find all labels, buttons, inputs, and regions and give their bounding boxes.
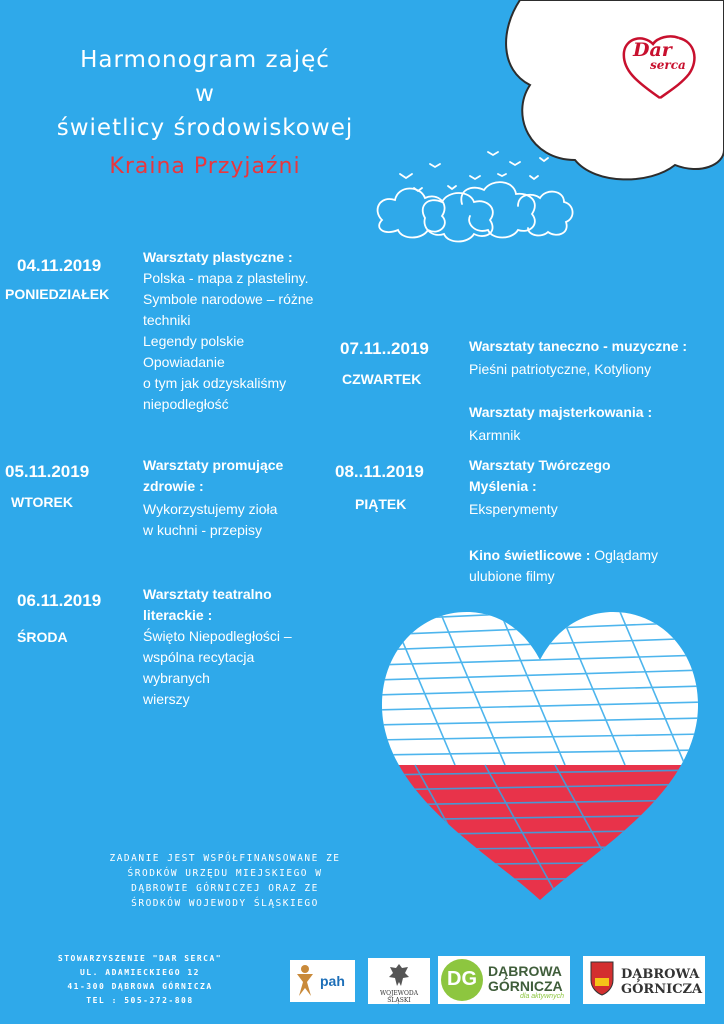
date-tuesday: 05.11.2019: [5, 462, 90, 481]
day-friday: PIĄTEK: [355, 496, 407, 512]
activity-line: Eksperymenty: [469, 501, 558, 517]
activity-line: wspólna recytacja: [143, 649, 255, 665]
page-title-line1: Harmonogram zajęć: [80, 47, 330, 73]
dar-serca-logo: [617, 30, 703, 102]
funding-line: ŚRODKÓW URZĘDU MIEJSKIEGO W: [127, 868, 323, 879]
day-thursday: CZWARTEK: [342, 371, 422, 387]
date-friday: 08..11.2019: [335, 462, 424, 481]
figure-icon: [294, 964, 316, 998]
activity-line: Legendy polskie: [143, 333, 245, 349]
pah-logo: [290, 960, 355, 1002]
activity-line: Wykorzystujemy zioła: [143, 501, 278, 517]
pah-logo-text: pah: [320, 973, 345, 989]
activity-heading-2: Kino świetlicowe :: [469, 547, 591, 563]
city-logo-line2: GÓRNICZA: [621, 982, 703, 997]
activity-line: w kuchni - przepisy: [143, 522, 263, 538]
city-logo-line1: DĄBROWA: [621, 967, 700, 982]
page-title-line2: w: [195, 81, 215, 107]
dabrowa-gornicza-city-logo: [583, 956, 705, 1004]
page-subtitle: Kraina Przyjaźni: [109, 154, 301, 179]
activity-line: Polska - mapa z plasteliny.: [143, 270, 309, 286]
date-monday: 04.11.2019: [17, 256, 102, 275]
activity-wednesday: [143, 584, 333, 710]
funding-line: ZADANIE JEST WSPÓŁFINANSOWANE ZE: [109, 853, 341, 864]
activity-heading: Warsztaty promujące: [143, 457, 284, 473]
birds-clouds-illustration: [370, 140, 580, 260]
day-tuesday: WTOREK: [11, 494, 73, 510]
dg-logo-line2: GÓRNICZA: [488, 978, 563, 994]
activity-heading: literackie :: [143, 607, 213, 623]
wojewoda-logo: [368, 958, 430, 1004]
address-line: UL. ADAMIECKIEGO 12: [79, 968, 200, 977]
activity-heading: zdrowie :: [143, 478, 204, 494]
logo-text-serca: serca: [650, 58, 686, 72]
activity-heading: Warsztaty plastyczne :: [143, 249, 293, 265]
activity-line: Pieśni patriotyczne, Kotyliony: [469, 361, 652, 377]
date-wednesday: 06.11.2019: [17, 591, 102, 610]
day-monday: PONIEDZIAŁEK: [5, 286, 110, 302]
logo-text-dar: Dar: [633, 39, 672, 61]
activity-line: o tym jak odzyskaliśmy: [143, 375, 287, 391]
address-line: TEL : 505-272-808: [86, 996, 194, 1005]
day-wednesday: ŚRODA: [17, 629, 68, 645]
activity-tuesday: [143, 455, 333, 541]
activity-line: Karmnik: [469, 427, 521, 443]
activity-inline: Oglądamy: [590, 547, 659, 563]
dabrowa-gornicza-dg-logo: [438, 956, 570, 1004]
activity-line: niepodległość: [143, 396, 229, 412]
activity-line: ulubione filmy: [469, 568, 555, 584]
activity-heading: Warsztaty taneczno - muzyczne :: [469, 338, 688, 354]
eagle-emblem-icon: [388, 962, 410, 988]
dg-logo-line1: DĄBROWA: [488, 963, 562, 979]
address-line: STOWARZYSZENIE "DAR SERCA": [57, 954, 223, 963]
funding-line: ŚRODKÓW WOJEWODY ŚLĄSKIEGO: [131, 898, 319, 909]
activity-line: wierszy: [143, 691, 190, 707]
activity-heading: Warsztaty Twórczego: [469, 457, 611, 473]
address-block: [30, 952, 250, 1008]
wojewoda-logo-text: WOJEWODA ŚLĄSKI: [379, 990, 419, 1004]
funding-line: DĄBROWIE GÓRNICZEJ ORAZ ZE: [131, 883, 319, 894]
dg-logo-tagline: dla aktywnych: [520, 993, 564, 1000]
activity-line: Święto Niepodległości –: [143, 628, 292, 644]
activity-line: Opowiadanie: [143, 354, 225, 370]
polish-flag-heart-illustration: [375, 600, 705, 910]
activity-heading: Warsztaty teatralno: [143, 586, 272, 602]
page-title-line3: świetlicy środowiskowej: [56, 115, 354, 141]
funding-note: [60, 851, 390, 911]
dg-mark: [441, 959, 483, 1001]
activity-kino: [469, 545, 719, 566]
city-crest-icon: [589, 960, 615, 996]
address-line: 41-300 DĄBROWA GÓRNICZA: [67, 982, 213, 991]
activity-heading: Myślenia :: [469, 478, 537, 494]
activity-line: Symbole narodowe – różne: [143, 291, 314, 307]
date-thursday: 07.11..2019: [340, 339, 429, 358]
activity-heading-2: Warsztaty majsterkowania :: [469, 404, 653, 420]
dg-mark-text: DG: [447, 968, 477, 990]
activity-monday: [143, 247, 333, 415]
activity-line: wybranych: [143, 670, 210, 686]
activity-thursday: [469, 336, 719, 446]
activity-line: techniki: [143, 312, 191, 328]
activity-friday: [469, 455, 719, 587]
